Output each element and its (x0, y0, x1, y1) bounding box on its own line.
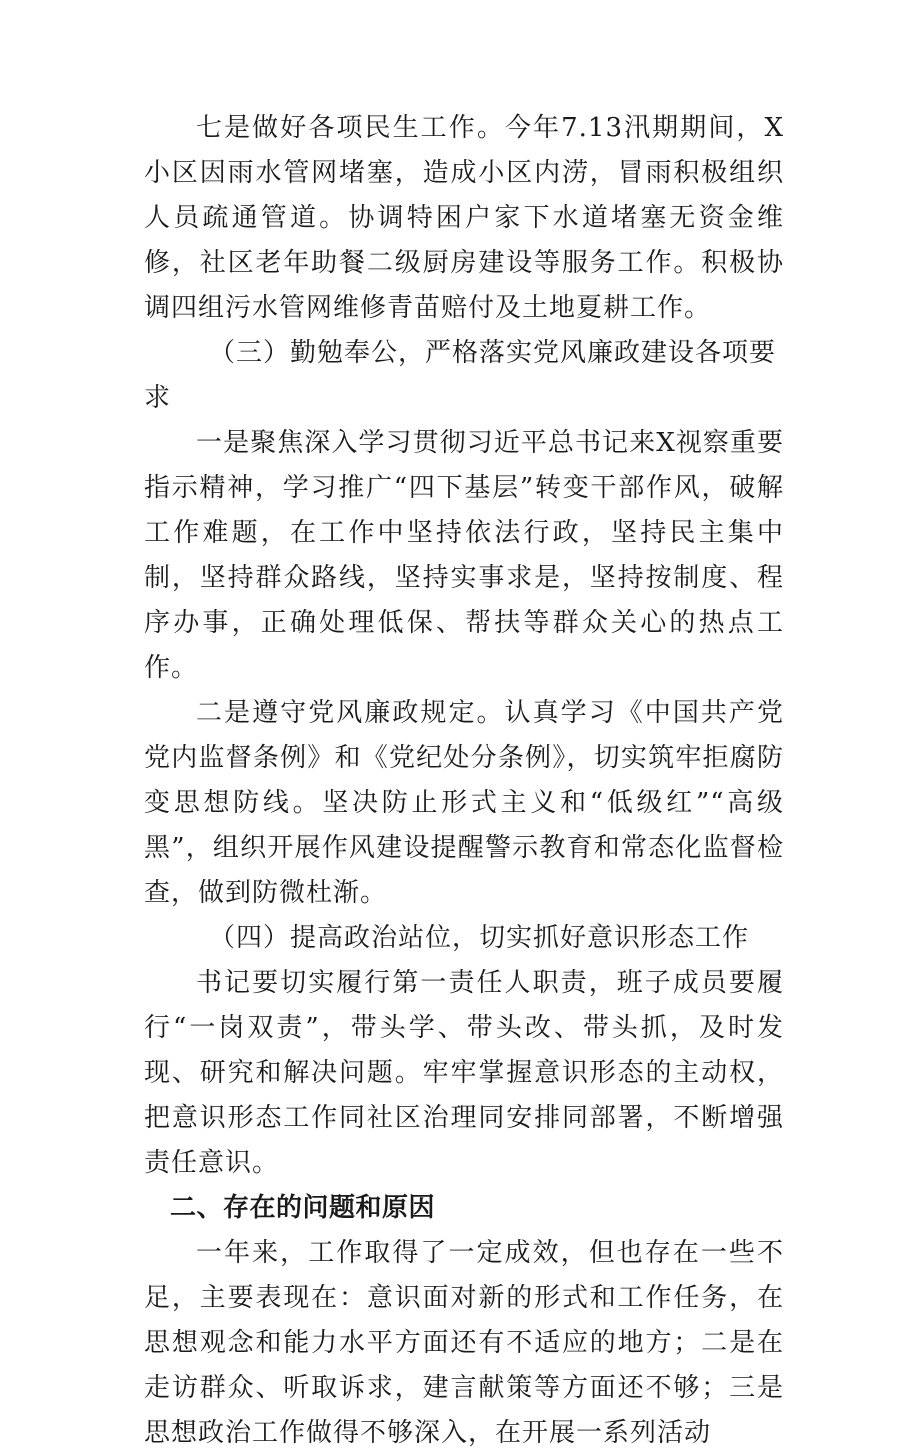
paragraph-integrity-rules: 二是遵守党风廉政规定。认真学习《中国共产党党内监督条例》和《党纪处分条例》，切实筑牢拒腐防变思想防线。坚决防止形式主义和“低级红”“高级黑”，组织开展作风建设提醒警示教育和常态化监督检查，做到防微杜渐。 (144, 698, 784, 908)
paragraph-livelihood-work: 七是做好各项民生工作。今年7.13汛期期间，X小区因雨水管网堵塞，造成小区内涝，冒雨积极组织人员疏通管道。协调特困户家下水道堵塞无资金维修，社区老年助餐二级厨房建设等服务工作。积极协调四组污水管网维修青苗赔付及土地夏耕工作。 (144, 113, 784, 323)
paragraph-shortcomings: 一年来，工作取得了一定成效，但也存在一些不足，主要表现在：意识面对新的形式和工作任务，在思想观念和能力水平方面还有不适应的地方；二是在走访群众、听取诉求，建言献策等方面还不够；三是思想政治工作做得不够深入，在开展一系列活动 (144, 1238, 784, 1448)
subheading-section-4: （四）提高政治站位，切实抓好意识形态工作 (209, 923, 750, 953)
section-heading-problems: 二、存在的问题和原因 (170, 1193, 436, 1223)
paragraph-ideology-work: 书记要切实履行第一责任人职责，班子成员要履行“一岗双责”，带头学、带头改、带头抓，及时发现、研究和解决问题。牢牢掌握意识形态的主动权，把意识形态工作同社区治理同安排同部署，不断增强责任意识。 (144, 968, 784, 1178)
document-body (144, 106, 784, 1456)
paragraph-study-instructions: 一是聚焦深入学习贯彻习近平总书记来X视察重要指示精神，学习推广“四下基层”转变干部作风，破解工作难题，在工作中坚持依法行政，坚持民主集中制，坚持群众路线，坚持实事求是，坚持按制度、程序办事，正确处理低保、帮扶等群众关心的热点工作。 (144, 428, 784, 683)
subheading-section-3: （三）勤勉奉公，严格落实党风廉政建设各项要求 (144, 338, 777, 413)
